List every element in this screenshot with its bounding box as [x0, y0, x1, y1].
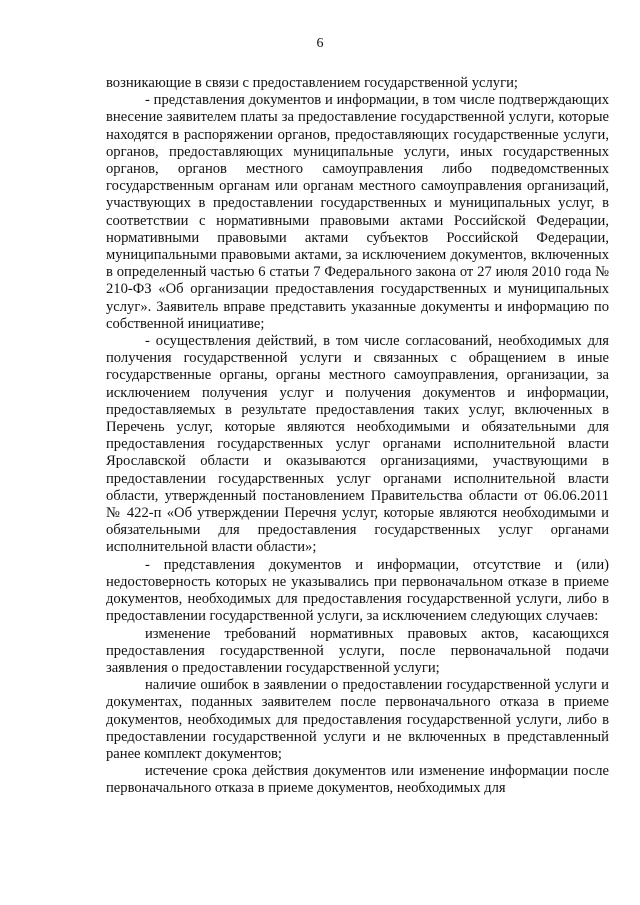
paragraph: - осуществления действий, в том числе согласований, необходимых для получения государственной услуги и связанных с обращением в иные государственные органы, органы местного самоуправления, организации, за исключением получения услуг и получения документов и информации, предоставляемых в результате предоставления таких услуг, включенных в Перечень услуг, которые являются необходимыми и обязательными для предоставления государственных услуг органами исполнительной власти Ярославской области и оказываются организациями, участвующими в предоставлении государственных услуг органами исполнительной власти области, утвержденный постановлением Правительства области от 06.06.2011 № 422-п «Об утверждении Перечня услуг, которые являются необходимыми и обязательными для предоставления государственных услуг органами исполнительной власти области»; [106, 333, 609, 556]
page-number: 6 [316, 36, 324, 51]
paragraph: - представления документов и информации, в том числе подтверждающих внесение заявителем платы за предоставление государственной услуги, которые находятся в распоряжении органов, предоставляющих государственные услуги, органов, предоставляющих муниципальные услуги, иных государственных органов, органов местного самоуправления либо подведомственных государственным органам или органам местного самоуправления организаций, участвующих в предоставлении государственных и муниципальных услуг, в соответствии с нормативными правовыми актами Российской Федерации, нормативными правовыми актами субъектов Российской Федерации, муниципальными правовыми актами, за исключением документов, включенных в определенный частью 6 статьи 7 Федерального закона от 27 июля 2010 года № 210-ФЗ «Об организации предоставления государственных и муниципальных услуг». Заявитель вправе представить указанные документы и информацию по собственной инициативе; [106, 92, 609, 332]
paragraph: наличие ошибок в заявлении о предоставлении государственной услуги и документах, поданных заявителем после первоначального отказа в приеме документов, необходимых для предоставления государственной услуги, либо в предоставлении государственной услуги и не включенных в представленный ранее комплект документов; [106, 677, 609, 762]
paragraph: истечение срока действия документов или изменение информации после первоначального отказа в приеме документов, необходимых для [106, 763, 609, 797]
paragraph: - представления документов и информации, отсутствие и (или) недостоверность которых не указывались при первоначальном отказе в приеме документов, необходимых для предоставления государственной услуги, либо в предоставлении государственной услуги, за исключением следующих случаев: [106, 556, 609, 625]
document-body [106, 75, 609, 798]
paragraph: возникающие в связи с предоставлением государственной услуги; [106, 75, 518, 91]
paragraph: изменение требований нормативных правовых актов, касающихся предоставления государственной услуги, после первоначальной подачи заявления о предоставлении государственной услуги; [106, 625, 609, 676]
